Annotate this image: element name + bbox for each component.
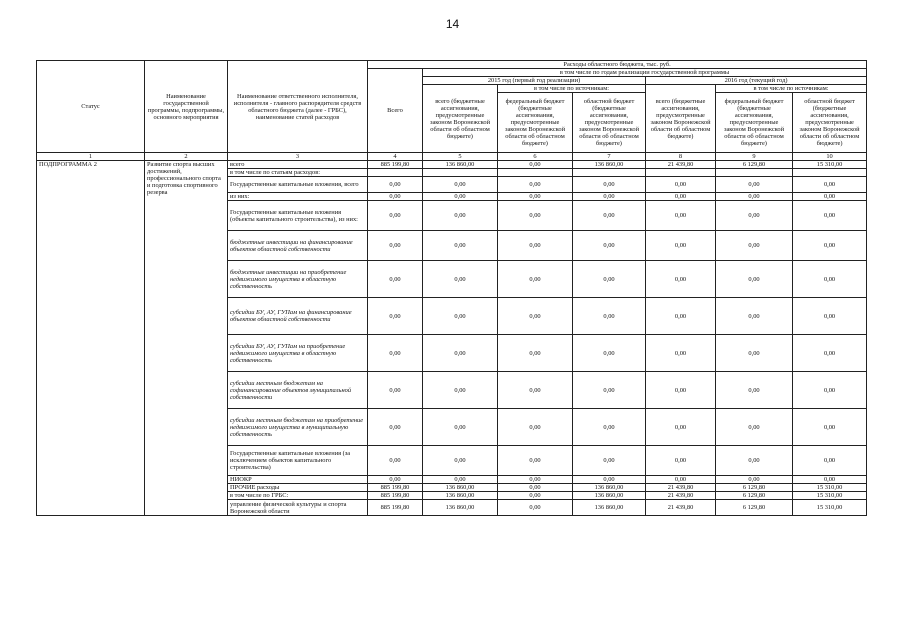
amount-cell: 0,00 [573, 372, 646, 409]
expense-item-label: бюджетные инвестиции на финансирование объектов областной собственности [228, 231, 368, 261]
amount-cell: 0,00 [646, 231, 716, 261]
column-number: 9 [716, 153, 793, 161]
amount-cell: 0,00 [573, 231, 646, 261]
amount-cell: 136 860,00 [573, 484, 646, 492]
amount-cell [498, 169, 573, 177]
amount-cell: 136 860,00 [573, 492, 646, 500]
amount-cell: 0,00 [573, 409, 646, 446]
amount-cell: 0,00 [573, 446, 646, 476]
amount-cell: 0,00 [793, 231, 867, 261]
amount-cell: 0,00 [498, 476, 573, 484]
amount-cell: 0,00 [716, 298, 793, 335]
header-by-years: в том числе по годам реализации государственной программы [423, 69, 867, 77]
amount-cell: 0,00 [498, 261, 573, 298]
amount-cell: 0,00 [716, 177, 793, 193]
amount-cell: 0,00 [646, 372, 716, 409]
amount-cell: 0,00 [498, 492, 573, 500]
amount-cell: 0,00 [573, 201, 646, 231]
amount-cell: 0,00 [646, 298, 716, 335]
amount-cell [716, 169, 793, 177]
header-status: Статус [37, 61, 145, 153]
amount-cell: 0,00 [793, 193, 867, 201]
amount-cell: 0,00 [423, 201, 498, 231]
column-number: 10 [793, 153, 867, 161]
table-row [37, 161, 867, 169]
amount-cell: 0,00 [716, 261, 793, 298]
column-number: 1 [37, 153, 145, 161]
expense-item-label: НИОКР [228, 476, 368, 484]
header-2015-all: всего (бюджетные ассигнования, предусмотренные законом Воронежской области об областном бюджете) [423, 85, 498, 153]
amount-cell: 0,00 [646, 177, 716, 193]
column-number: 2 [145, 153, 228, 161]
amount-cell: 0,00 [793, 409, 867, 446]
amount-cell [423, 169, 498, 177]
amount-cell: 0,00 [368, 372, 423, 409]
amount-cell: 0,00 [423, 261, 498, 298]
amount-cell: 0,00 [423, 446, 498, 476]
amount-cell: 0,00 [423, 231, 498, 261]
amount-cell: 0,00 [716, 476, 793, 484]
amount-cell: 0,00 [573, 476, 646, 484]
expense-item-label: в том числе по ГРБС: [228, 492, 368, 500]
amount-cell: 0,00 [793, 335, 867, 372]
header-2016-regional: областной бюджет (бюджетные ассигнования, предусмотренные законом Воронежской области об областном бюджете) [793, 93, 867, 153]
amount-cell: 0,00 [793, 476, 867, 484]
amount-cell: 0,00 [716, 193, 793, 201]
expense-item-label: всего [228, 161, 368, 169]
amount-cell: 0,00 [646, 201, 716, 231]
amount-cell: 0,00 [368, 298, 423, 335]
amount-cell: 0,00 [573, 335, 646, 372]
expense-item-label: Государственные капитальные вложения (объекты капитального строительства), из них: [228, 201, 368, 231]
column-number-row [37, 153, 867, 161]
expense-item-label: ПРОЧИЕ расходы [228, 484, 368, 492]
header-2015-federal: федеральный бюджет (бюджетные ассигнования, предусмотренные законом Воронежской области об областном бюджете) [498, 93, 573, 153]
header-total: Всего [368, 69, 423, 153]
amount-cell: 0,00 [793, 201, 867, 231]
header-2015-regional: областной бюджет (бюджетные ассигнования, предусмотренные законом Воронежской области об областном бюджете) [573, 93, 646, 153]
amount-cell: 0,00 [716, 446, 793, 476]
amount-cell [573, 169, 646, 177]
amount-cell: 0,00 [793, 177, 867, 193]
amount-cell: 21 439,80 [646, 500, 716, 516]
amount-cell: 0,00 [498, 409, 573, 446]
amount-cell: 0,00 [646, 409, 716, 446]
amount-cell [793, 169, 867, 177]
amount-cell: 0,00 [646, 446, 716, 476]
amount-cell: 0,00 [368, 177, 423, 193]
amount-cell: 15 310,00 [793, 484, 867, 492]
amount-cell: 6 129,80 [716, 492, 793, 500]
amount-cell: 0,00 [498, 177, 573, 193]
amount-cell: 0,00 [716, 372, 793, 409]
header-executor: Наименование ответственного исполнителя, исполнителя - главного распорядителя средств областного бюджета (далее - ГРБС), наименование статей расходов [228, 61, 368, 153]
amount-cell: 0,00 [368, 201, 423, 231]
amount-cell: 0,00 [716, 231, 793, 261]
amount-cell: 0,00 [716, 409, 793, 446]
expense-item-label: в том числе по статьям расходов: [228, 169, 368, 177]
amount-cell: 885 199,80 [368, 492, 423, 500]
header-year-2015: 2015 год (первый год реализации) [423, 77, 646, 85]
amount-cell: 0,00 [498, 446, 573, 476]
amount-cell: 0,00 [498, 335, 573, 372]
amount-cell: 0,00 [368, 261, 423, 298]
column-number: 4 [368, 153, 423, 161]
amount-cell: 136 860,00 [573, 500, 646, 516]
program-name-cell: Развитие спорта высших достижений, профессионального спорта и подготовка спортивного резерва [145, 161, 228, 516]
amount-cell: 0,00 [716, 335, 793, 372]
amount-cell: 6 129,80 [716, 500, 793, 516]
amount-cell: 15 310,00 [793, 500, 867, 516]
expense-item-label: Государственные капитальные вложения (за исключением объектов капитального строительства) [228, 446, 368, 476]
amount-cell: 136 860,00 [423, 161, 498, 169]
header-name: Наименование государственной программы, подпрограммы, основного мероприятия [145, 61, 228, 153]
amount-cell: 0,00 [423, 409, 498, 446]
amount-cell: 885 199,80 [368, 500, 423, 516]
amount-cell: 6 129,80 [716, 161, 793, 169]
amount-cell: 0,00 [423, 177, 498, 193]
amount-cell: 0,00 [498, 500, 573, 516]
column-number: 5 [423, 153, 498, 161]
amount-cell: 0,00 [573, 193, 646, 201]
header-year-2016: 2016 год (текущий год) [646, 77, 867, 85]
column-number: 7 [573, 153, 646, 161]
amount-cell: 0,00 [498, 372, 573, 409]
amount-cell: 0,00 [368, 446, 423, 476]
amount-cell: 136 860,00 [423, 492, 498, 500]
expense-item-label: субсидии БУ, АУ, ГУПам на финансирование объектов областной собственности [228, 298, 368, 335]
amount-cell: 0,00 [423, 372, 498, 409]
header-2016-by-sources: в том числе по источникам: [716, 85, 867, 93]
expense-item-label: из них: [228, 193, 368, 201]
expense-item-label: управление физической культуры и спорта Воронежской области [228, 500, 368, 516]
amount-cell: 885 199,80 [368, 484, 423, 492]
column-number: 3 [228, 153, 368, 161]
amount-cell: 0,00 [793, 372, 867, 409]
amount-cell: 0,00 [498, 193, 573, 201]
header-2015-by-sources: в том числе по источникам: [498, 85, 646, 93]
header-expenses: Расходы областного бюджета, тыс. руб. [368, 61, 867, 69]
page-number: 14 [445, 17, 460, 31]
status-cell: ПОДПРОГРАММА 2 [37, 161, 145, 516]
amount-cell: 136 860,00 [423, 500, 498, 516]
amount-cell [646, 169, 716, 177]
amount-cell: 0,00 [423, 298, 498, 335]
amount-cell: 0,00 [368, 193, 423, 201]
amount-cell: 0,00 [368, 335, 423, 372]
amount-cell: 0,00 [498, 484, 573, 492]
amount-cell: 0,00 [423, 193, 498, 201]
amount-cell: 0,00 [646, 261, 716, 298]
amount-cell: 0,00 [498, 231, 573, 261]
amount-cell: 0,00 [716, 201, 793, 231]
expense-item-label: субсидии местным бюджетам на софинансирование объектов муниципальной собственности [228, 372, 368, 409]
amount-cell: 0,00 [498, 298, 573, 335]
amount-cell: 0,00 [368, 409, 423, 446]
amount-cell [368, 169, 423, 177]
amount-cell: 0,00 [793, 298, 867, 335]
header-2016-federal: федеральный бюджет (бюджетные ассигнования, предусмотренные законом Воронежской области об областном бюджете) [716, 93, 793, 153]
amount-cell: 0,00 [573, 298, 646, 335]
header-2016-all: всего (бюджетные ассигнования, предусмотренные законом Воронежской области об областном бюджете) [646, 85, 716, 153]
column-number: 6 [498, 153, 573, 161]
amount-cell: 0,00 [498, 161, 573, 169]
amount-cell: 21 439,80 [646, 484, 716, 492]
amount-cell: 0,00 [793, 261, 867, 298]
expense-item-label: Государственные капитальные вложения, всего [228, 177, 368, 193]
budget-table [36, 60, 867, 516]
amount-cell: 136 860,00 [423, 484, 498, 492]
amount-cell: 136 860,00 [573, 161, 646, 169]
amount-cell: 21 439,80 [646, 161, 716, 169]
expense-item-label: субсидии местным бюджетам на приобретение недвижимого имущества в муниципальную собственность [228, 409, 368, 446]
amount-cell: 0,00 [646, 476, 716, 484]
amount-cell: 15 310,00 [793, 492, 867, 500]
amount-cell: 0,00 [498, 201, 573, 231]
column-number: 8 [646, 153, 716, 161]
amount-cell: 0,00 [368, 476, 423, 484]
amount-cell: 0,00 [793, 446, 867, 476]
amount-cell: 0,00 [646, 193, 716, 201]
amount-cell: 6 129,80 [716, 484, 793, 492]
amount-cell: 21 439,80 [646, 492, 716, 500]
expense-item-label: бюджетные инвестиции на приобретение недвижимого имущества в областную собственность [228, 261, 368, 298]
amount-cell: 0,00 [646, 335, 716, 372]
amount-cell: 0,00 [573, 177, 646, 193]
amount-cell: 0,00 [423, 476, 498, 484]
amount-cell: 0,00 [368, 231, 423, 261]
expense-item-label: субсидии БУ, АУ, ГУПам на приобретение недвижимого имущества в областную собственность [228, 335, 368, 372]
amount-cell: 885 199,80 [368, 161, 423, 169]
amount-cell: 0,00 [573, 261, 646, 298]
amount-cell: 15 310,00 [793, 161, 867, 169]
amount-cell: 0,00 [423, 335, 498, 372]
